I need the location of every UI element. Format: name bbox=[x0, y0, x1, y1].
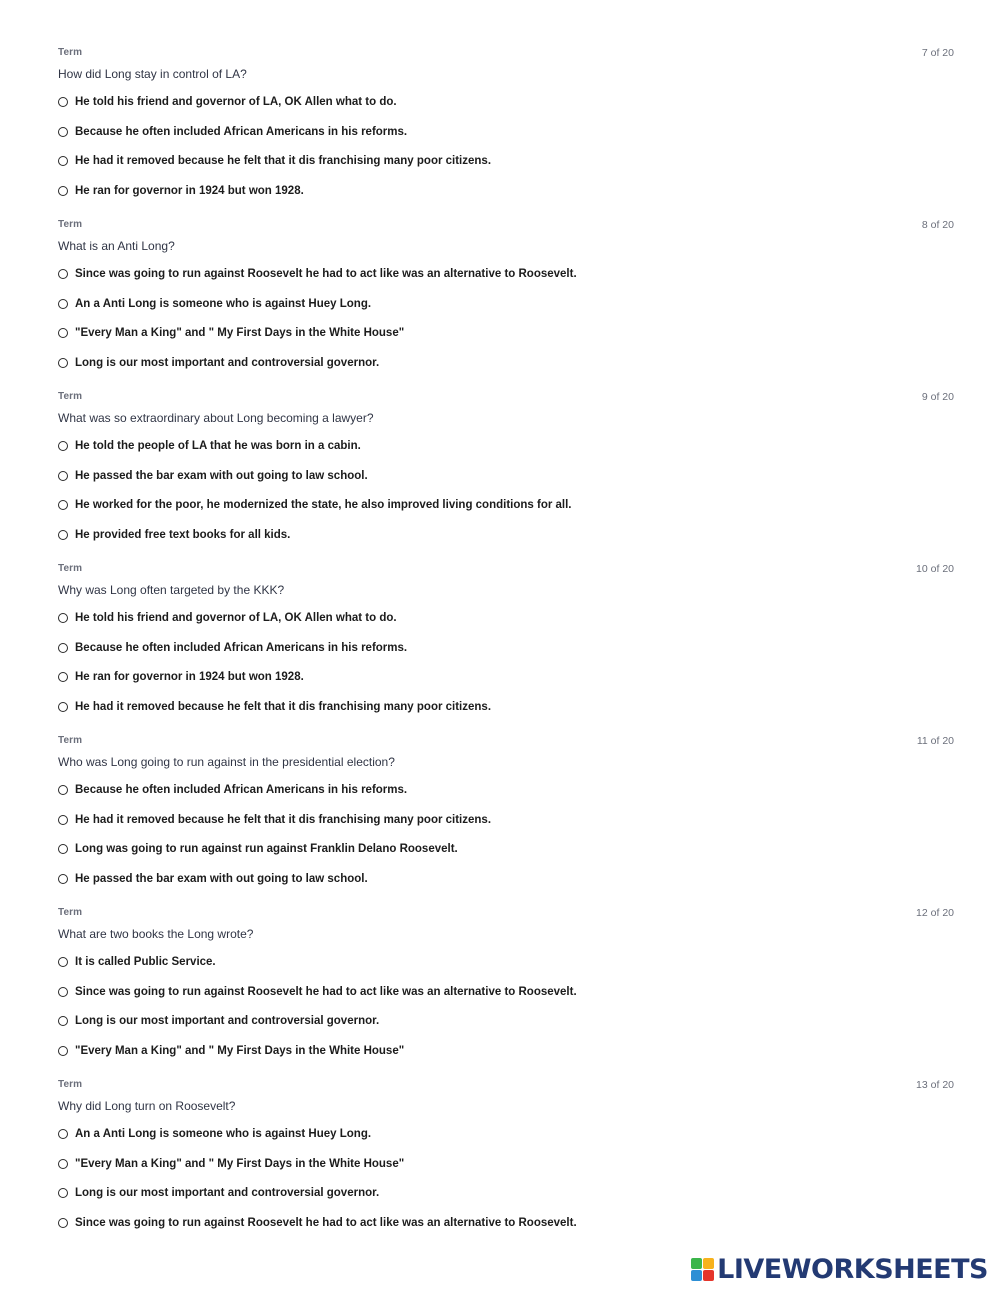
answer-option[interactable] bbox=[58, 499, 572, 529]
answer-option-label: Because he often included African Americans in his reforms. bbox=[75, 125, 408, 138]
term-label: Term bbox=[58, 1079, 83, 1090]
question-prompt: What is an Anti Long? bbox=[58, 239, 175, 253]
answer-option[interactable] bbox=[58, 814, 491, 844]
answer-option-label: He told his friend and governor of LA, OK Allen what to do. bbox=[75, 96, 397, 108]
answer-option[interactable] bbox=[58, 671, 491, 701]
radio-button[interactable] bbox=[58, 844, 68, 854]
answer-option-label: He ran for governor in 1924 but won 1928. bbox=[75, 184, 304, 197]
question-prompt: Why was Long often targeted by the KKK? bbox=[58, 583, 285, 597]
answer-option-label: He told his friend and governor of LA, OK Allen what to do. bbox=[75, 612, 397, 624]
answer-option[interactable] bbox=[58, 1158, 577, 1188]
logo-square bbox=[691, 1258, 702, 1269]
question-block bbox=[0, 907, 1000, 1079]
answer-options bbox=[58, 440, 572, 558]
radio-button[interactable] bbox=[58, 269, 68, 279]
answer-option-label: Since was going to run against Roosevelt he had to act like was an alternative to Roosevelt. bbox=[75, 985, 577, 998]
term-label: Term bbox=[58, 219, 83, 230]
answer-option[interactable] bbox=[58, 843, 491, 873]
answer-option-label: Since was going to run against Roosevelt he had to act like was an alternative to Roosevelt. bbox=[75, 268, 577, 280]
answer-option[interactable] bbox=[58, 155, 491, 185]
question-counter: 8 of 20 bbox=[921, 219, 954, 231]
question-header bbox=[0, 47, 1000, 67]
answer-option[interactable] bbox=[58, 298, 577, 328]
radio-button[interactable] bbox=[58, 702, 68, 712]
radio-button[interactable] bbox=[58, 613, 68, 623]
logo-square bbox=[703, 1258, 714, 1269]
answer-option[interactable] bbox=[58, 185, 491, 215]
answer-option[interactable] bbox=[58, 612, 491, 642]
answer-options bbox=[58, 96, 491, 214]
radio-button[interactable] bbox=[58, 299, 68, 309]
answer-option[interactable] bbox=[58, 327, 577, 357]
answer-option[interactable] bbox=[58, 956, 577, 986]
answer-option-label: An a Anti Long is someone who is against Huey Long. bbox=[75, 297, 372, 310]
answer-option[interactable] bbox=[58, 642, 491, 672]
radio-button[interactable] bbox=[58, 97, 68, 107]
question-header bbox=[0, 391, 1000, 411]
logo-text: LIVEWORKSHEETS bbox=[717, 1253, 988, 1285]
question-prompt: What was so extraordinary about Long becoming a lawyer? bbox=[58, 411, 374, 425]
question-block bbox=[0, 47, 1000, 219]
radio-button[interactable] bbox=[58, 643, 68, 653]
term-label: Term bbox=[58, 907, 83, 918]
radio-button[interactable] bbox=[58, 441, 68, 451]
answer-options bbox=[58, 784, 491, 902]
logo-square bbox=[691, 1270, 702, 1281]
quiz bbox=[0, 47, 1000, 1251]
radio-button[interactable] bbox=[58, 874, 68, 884]
radio-button[interactable] bbox=[58, 328, 68, 338]
answer-option-label: "Every Man a King" and " My First Days in the White House" bbox=[75, 1044, 405, 1057]
question-header bbox=[0, 735, 1000, 755]
answer-option-label: "Every Man a King" and " My First Days in the White House" bbox=[75, 327, 405, 339]
answer-option-label: Since was going to run against Roosevelt he had to act like was an alternative to Roosevelt. bbox=[75, 1216, 577, 1229]
term-label: Term bbox=[58, 391, 83, 402]
answer-option-label: He worked for the poor, he modernized the state, he also improved living conditions for all. bbox=[75, 499, 572, 511]
answer-option-label: He had it removed because he felt that it dis franchising many poor citizens. bbox=[75, 155, 492, 167]
answer-option-label: It is called Public Service. bbox=[75, 956, 216, 968]
answer-option[interactable] bbox=[58, 96, 491, 126]
answer-option[interactable] bbox=[58, 268, 577, 298]
question-counter: 12 of 20 bbox=[916, 907, 954, 919]
answer-option-label: He told the people of LA that he was born in a cabin. bbox=[75, 440, 361, 452]
answer-option[interactable] bbox=[58, 529, 572, 559]
radio-button[interactable] bbox=[58, 530, 68, 540]
radio-button[interactable] bbox=[58, 1129, 68, 1139]
radio-button[interactable] bbox=[58, 957, 68, 967]
answer-option[interactable] bbox=[58, 126, 491, 156]
radio-button[interactable] bbox=[58, 186, 68, 196]
answer-option-label: Because he often included African Americans in his reforms. bbox=[75, 784, 408, 796]
answer-option[interactable] bbox=[58, 470, 572, 500]
answer-option-label: He ran for governor in 1924 but won 1928. bbox=[75, 671, 304, 683]
answer-option-label: He had it removed because he felt that it dis franchising many poor citizens. bbox=[75, 700, 492, 713]
radio-button[interactable] bbox=[58, 156, 68, 166]
question-block bbox=[0, 1079, 1000, 1251]
radio-button[interactable] bbox=[58, 1218, 68, 1228]
radio-button[interactable] bbox=[58, 672, 68, 682]
question-header bbox=[0, 1079, 1000, 1099]
answer-option[interactable] bbox=[58, 1128, 577, 1158]
question-prompt: What are two books the Long wrote? bbox=[58, 927, 254, 941]
question-counter: 7 of 20 bbox=[921, 47, 954, 59]
radio-button[interactable] bbox=[58, 785, 68, 795]
answer-option-label: Long is our most important and controversial governor. bbox=[75, 1187, 380, 1199]
answer-option[interactable] bbox=[58, 986, 577, 1016]
answer-options bbox=[58, 612, 491, 730]
answer-options bbox=[58, 268, 577, 386]
answer-option[interactable] bbox=[58, 873, 491, 903]
answer-option[interactable] bbox=[58, 440, 572, 470]
radio-button[interactable] bbox=[58, 127, 68, 137]
radio-button[interactable] bbox=[58, 358, 68, 368]
question-prompt: Who was Long going to run against in the presidential election? bbox=[58, 755, 395, 769]
question-header bbox=[0, 563, 1000, 583]
answer-option[interactable] bbox=[58, 1187, 577, 1217]
question-counter: 9 of 20 bbox=[921, 391, 954, 403]
question-counter: 11 of 20 bbox=[916, 735, 954, 747]
liveworksheets-logo bbox=[690, 1252, 988, 1286]
question-counter: 10 of 20 bbox=[916, 563, 954, 575]
question-header bbox=[0, 907, 1000, 927]
question-prompt: Why did Long turn on Roosevelt? bbox=[58, 1099, 236, 1113]
question-block bbox=[0, 219, 1000, 391]
answer-options bbox=[58, 956, 577, 1074]
radio-button[interactable] bbox=[58, 1159, 68, 1169]
radio-button[interactable] bbox=[58, 815, 68, 825]
question-block bbox=[0, 563, 1000, 735]
answer-option[interactable] bbox=[58, 1015, 577, 1045]
radio-button[interactable] bbox=[58, 471, 68, 481]
answer-option[interactable] bbox=[58, 701, 491, 731]
term-label: Term bbox=[58, 47, 83, 58]
answer-option-label: An a Anti Long is someone who is against Huey Long. bbox=[75, 1128, 372, 1140]
answer-option-label: Long is our most important and controversial governor. bbox=[75, 356, 380, 369]
answer-option[interactable] bbox=[58, 357, 577, 387]
answer-option-label: He passed the bar exam with out going to law school. bbox=[75, 469, 368, 482]
answer-options bbox=[58, 1128, 577, 1246]
radio-button[interactable] bbox=[58, 1046, 68, 1056]
radio-button[interactable] bbox=[58, 1188, 68, 1198]
question-block bbox=[0, 391, 1000, 563]
logo-square bbox=[703, 1270, 714, 1281]
answer-option-label: He passed the bar exam with out going to law school. bbox=[75, 872, 368, 885]
answer-option-label: Long is our most important and controversial governor. bbox=[75, 1015, 380, 1027]
term-label: Term bbox=[58, 563, 83, 574]
answer-option[interactable] bbox=[58, 784, 491, 814]
answer-option[interactable] bbox=[58, 1217, 577, 1247]
answer-option[interactable] bbox=[58, 1045, 577, 1075]
liveworksheets-logo-icon bbox=[690, 1257, 714, 1281]
term-label: Term bbox=[58, 735, 83, 746]
radio-button[interactable] bbox=[58, 500, 68, 510]
radio-button[interactable] bbox=[58, 1016, 68, 1026]
answer-option-label: "Every Man a King" and " My First Days in the White House" bbox=[75, 1157, 405, 1170]
question-prompt: How did Long stay in control of LA? bbox=[58, 67, 247, 81]
answer-option-label: Because he often included African Americans in his reforms. bbox=[75, 641, 408, 654]
question-header bbox=[0, 219, 1000, 239]
answer-option-label: He provided free text books for all kids. bbox=[75, 528, 291, 541]
question-block bbox=[0, 735, 1000, 907]
question-counter: 13 of 20 bbox=[916, 1079, 954, 1091]
answer-option-label: Long was going to run against run against Franklin Delano Roosevelt. bbox=[75, 843, 458, 855]
answer-option-label: He had it removed because he felt that it dis franchising many poor citizens. bbox=[75, 813, 492, 826]
radio-button[interactable] bbox=[58, 987, 68, 997]
